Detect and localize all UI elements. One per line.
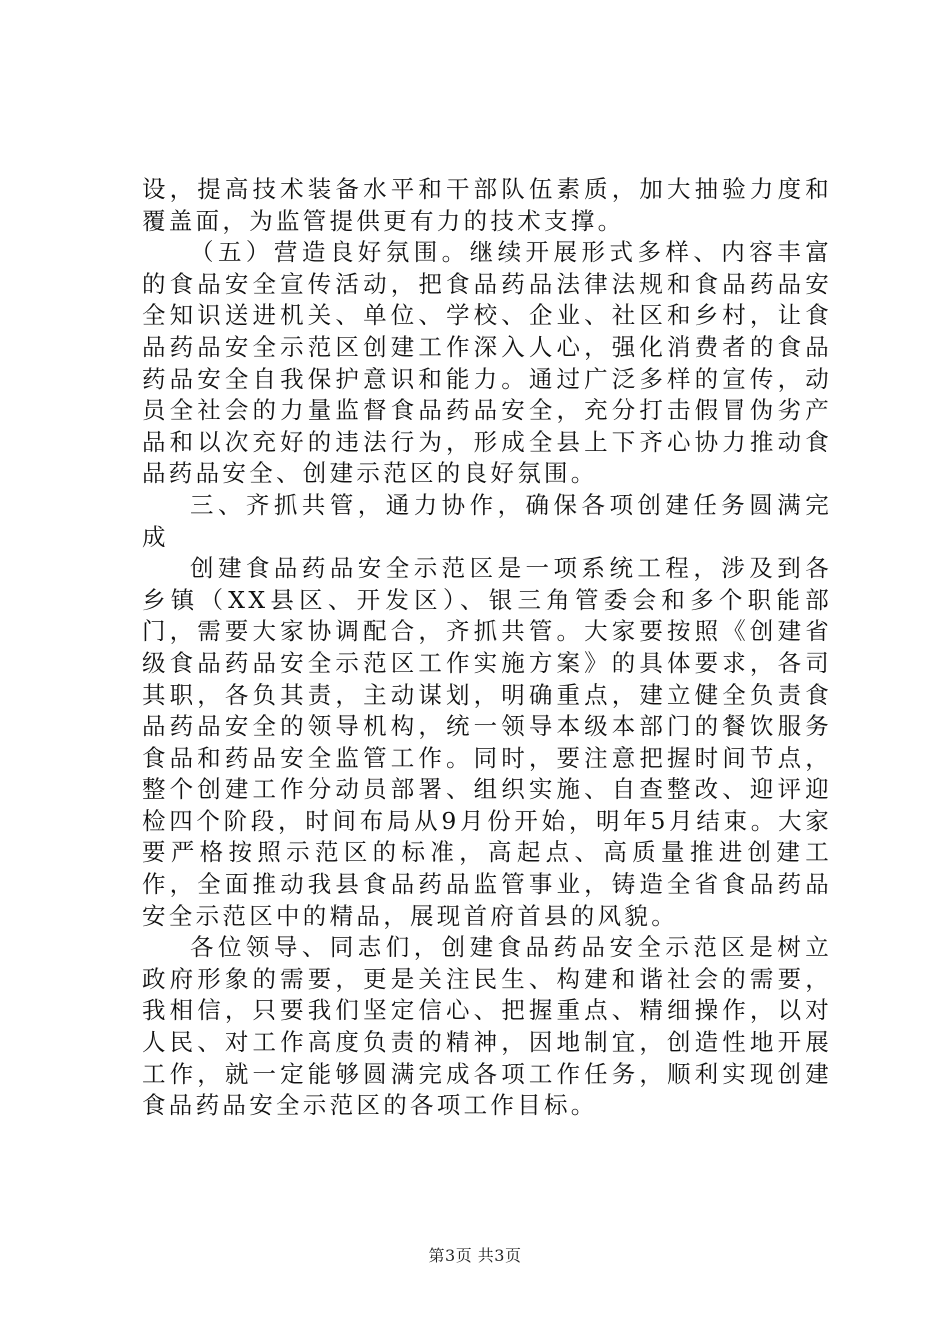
page-number-footer: 第3页 共3页 [428,1246,522,1265]
paragraph-continuation: 设，提高技术装备水平和干部队伍素质，加大抽验力度和覆盖面，为监管提供更有力的技术支撑。 [142,175,832,235]
document-body [142,174,832,1122]
paragraph-atmosphere: （五）营造良好氛围。继续开展形式多样、内容丰富的食品安全宣传活动，把食品药品法律法规和食品药品安全知识送进机关、单位、学校、企业、社区和乡村，让食品药品安全示范区创建工作深入人心，强化消费者的食品药品安全自我保护意识和能力。通过广泛多样的宣传，动员全社会的力量监督食品药品安全，充分打击假冒伪劣产品和以次充好的违法行为，形成全县上下齐心协力推动食品药品安全、创建示范区的良好氛围。 [142,238,832,488]
paragraph-closing: 各位领导、同志们，创建食品药品安全示范区是树立政府形象的需要，更是关注民生、构建和谐社会的需要，我相信，只要我们坚定信心、把握重点、精细操作，以对人民、对工作高度负责的精神，因地制宜，创造性地开展工作，就一定能够圆满完成各项工作任务，顺利实现创建食品药品安全示范区的各项工作目标。 [142,933,832,1120]
section-heading-three: 三、齐抓共管，通力协作，确保各项创建任务圆满完成 [142,490,832,551]
paragraph-coordination: 创建食品药品安全示范区是一项系统工程，涉及到各乡镇（XX县区、开发区）、银三角管委会和多个职能部门，需要大家协调配合，齐抓共管。大家要按照《创建省级食品药品安全示范区工作实施方案》的具体要求，各司其职，各负其责，主动谋划，明确重点，建立健全负责食品药品安全的领导机构，统一领导本级本部门的餐饮服务食品和药品安全监管工作。同时，要注意把握时间节点，整个创建工作分动员部署、组织实施、自查整改、迎评迎检四个阶段，时间布局从9月份开始，明年5月结束。大家要严格按照示范区的标准，高起点、高质量推进创建工作，全面推动我县食品药品监管事业，铸造全省食品药品安全示范区中的精品，展现首府首县的风貌。 [142,554,832,930]
